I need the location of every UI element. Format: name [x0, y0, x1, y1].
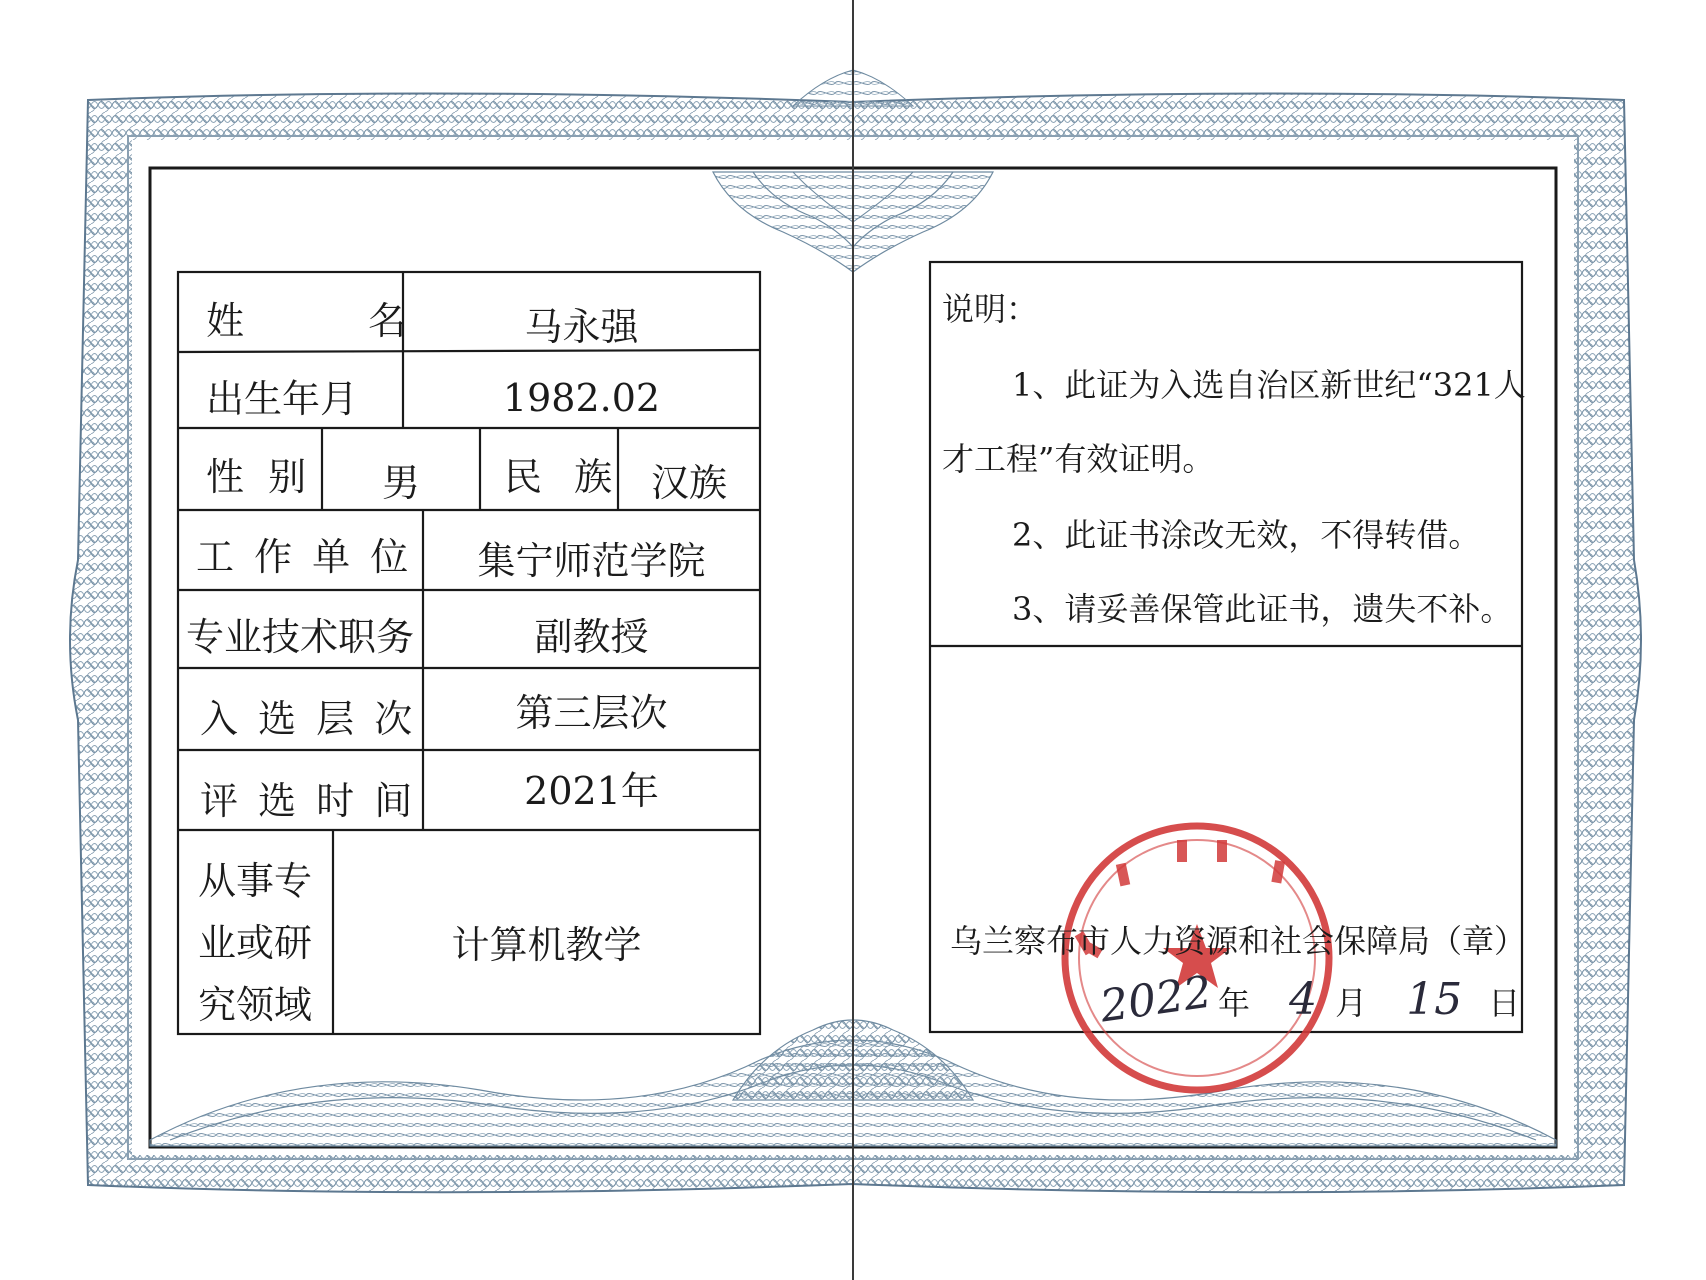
issuer-name: 乌兰察布市人力资源和社会保障局（章）: [950, 922, 1527, 960]
date-month-suffix: 月: [1335, 984, 1368, 1022]
title-value: 副教授: [534, 615, 649, 659]
ethnicity-value: 汉族: [650, 461, 727, 505]
field-value: 计算机教学: [451, 923, 642, 967]
date-month-handwritten: 4: [1289, 974, 1318, 1025]
work-unit-label: 工 作 单 位: [196, 535, 413, 579]
note-2: 2、此证书涂改无效，不得转借。: [1012, 516, 1481, 554]
notes-heading: 说明：: [942, 290, 1039, 328]
title-label: 专业技术职务: [186, 615, 415, 659]
birth-label: 出生年月: [206, 377, 359, 421]
level-value: 第三层次: [515, 691, 668, 735]
field-label-line1: 从事专: [198, 859, 313, 903]
gender-label: 性 别: [206, 455, 313, 499]
date-day-suffix: 日: [1488, 984, 1521, 1022]
birth-value: 1982.02: [502, 376, 661, 420]
date-year-handwritten: 2022: [1096, 966, 1215, 1033]
date-day-handwritten: 15: [1406, 974, 1463, 1025]
level-label: 入 选 层 次: [200, 697, 417, 741]
field-label-line2: 业或研: [198, 921, 313, 965]
gender-value: 男: [381, 461, 420, 505]
issue-date: [1096, 966, 1521, 1033]
note-1-line-1: 1、此证为入选自治区新世纪“321人: [1012, 366, 1526, 404]
eval-time-label: 评 选 时 间: [200, 779, 417, 823]
work-unit-value: 集宁师范学院: [477, 539, 706, 583]
name-value: 马永强: [524, 305, 639, 349]
date-year-suffix: 年: [1217, 984, 1250, 1022]
name-label: 姓 名: [206, 299, 463, 343]
field-label-line3: 究领域: [198, 983, 313, 1027]
note-1-line-2: 才工程”有效证明。: [942, 440, 1215, 478]
note-3: 3、请妥善保管此证书，遗失不补。: [1012, 590, 1513, 628]
ethnicity-label: 民 族: [504, 455, 623, 499]
eval-time-value: 2021年: [524, 769, 659, 813]
